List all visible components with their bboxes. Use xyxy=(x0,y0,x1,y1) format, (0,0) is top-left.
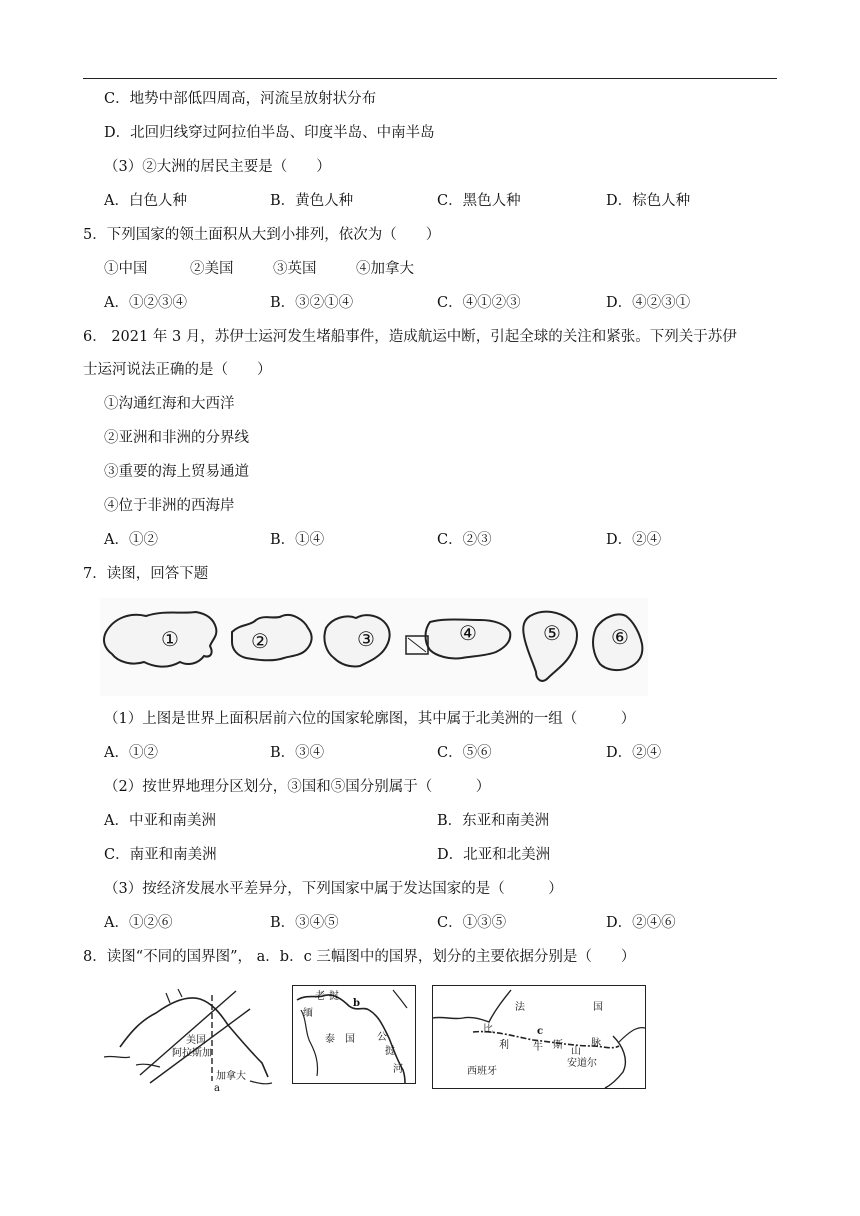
q4-sub3-option-d[interactable]: D．棕色人种 xyxy=(606,193,691,209)
map-c-coast-ne xyxy=(619,1028,645,1042)
label-circled-6: ⑥ xyxy=(611,625,629,649)
map-c-label-li: 利 xyxy=(499,1040,509,1051)
map-c-coast-north xyxy=(433,990,511,1022)
q5-item-4: ④加拿大 xyxy=(356,261,414,277)
map-b-label-ting: 挝 xyxy=(385,1046,395,1057)
map-b-label-myanmar: 缅 xyxy=(303,1008,313,1019)
q8-map-c xyxy=(433,986,645,1088)
map-b-label-lao: 老 xyxy=(315,991,325,1002)
q7-sub1-option-b[interactable]: B．③④ xyxy=(270,745,325,761)
q6-stem-line1: 6． 2021 年 3 月，苏伊士运河发生堵船事件，造成航运中断，引起全球的关注和紧张。下列关于苏伊 xyxy=(83,329,737,345)
q8-map-b xyxy=(293,986,415,1083)
map-a-label-alaska: 阿拉斯加 xyxy=(172,1048,212,1059)
q7-sub2-option-a[interactable]: A．中亚和南美洲 xyxy=(104,813,216,829)
label-circled-1: ① xyxy=(161,627,179,651)
q6-stem-line2: 士运河说法正确的是（ ） xyxy=(83,362,272,378)
q5-item-2: ②美国 xyxy=(190,261,234,277)
q6-option-d[interactable]: D．②④ xyxy=(606,532,662,548)
label-circled-2: ② xyxy=(251,629,269,653)
map-a-label-usa: 美国 xyxy=(186,1035,206,1046)
map-a-islands xyxy=(104,1056,272,1083)
q7-sub2-option-c[interactable]: C．南亚和南美洲 xyxy=(104,847,217,863)
q7-country-outlines-figure xyxy=(100,598,648,696)
q6-option-b[interactable]: B．①④ xyxy=(270,532,325,548)
map-b-label-thailand: 泰 国 xyxy=(325,1034,355,1045)
map-a-line-1 xyxy=(140,991,236,1075)
q4-sub3-stem: （3）②大洲的居民主要是（ ） xyxy=(104,159,331,175)
label-circled-4: ④ xyxy=(459,621,477,645)
q7-sub3-option-c[interactable]: C．①③⑤ xyxy=(437,915,507,931)
q8-map-a xyxy=(100,985,280,1095)
q7-sub1-option-a[interactable]: A．①② xyxy=(104,745,158,761)
q7-sub1-stem: （1）上图是世界上面积居前六位的国家轮廓图，其中属于北美洲的一组（ ） xyxy=(104,711,636,727)
map-c-label-spain: 西班牙 xyxy=(467,1066,497,1077)
q5-option-d[interactable]: D．④②③① xyxy=(606,295,691,311)
q7-sub1-option-c[interactable]: C．⑤⑥ xyxy=(437,745,492,761)
map-c-label-guo: 国 xyxy=(593,1002,603,1013)
q5-stem: 5．下列国家的领土面积从大到小排列，依次为（ ） xyxy=(83,227,441,243)
q5-item-1: ①中国 xyxy=(104,261,148,277)
q6-item-3: ③重要的海上贸易通道 xyxy=(104,464,249,480)
q8-stem: 8．读图“不同的国界图”， a．b．c 三幅图中的国界，划分的主要依据分别是（ ） xyxy=(83,949,636,965)
q4-sub3-option-c[interactable]: C．黑色人种 xyxy=(437,193,521,209)
q6-item-2: ②亚洲和非洲的分界线 xyxy=(104,430,249,446)
map-b-west-border xyxy=(301,1010,318,1076)
q7-sub2-option-d[interactable]: D．北亚和北美洲 xyxy=(437,847,551,863)
map-b-label-gong: 公 xyxy=(377,1032,387,1043)
map-c-label-mai: 脉 xyxy=(591,1038,601,1049)
map-a-letter: a xyxy=(214,1083,220,1094)
q6-item-4: ④位于非洲的西海岸 xyxy=(104,498,235,514)
map-c-coast-east xyxy=(605,1036,625,1088)
q5-item-3: ③英国 xyxy=(273,261,317,277)
map-c-label-shan: 山 xyxy=(571,1046,581,1057)
q5-option-c[interactable]: C．④①②③ xyxy=(437,295,521,311)
map-a-label-canada: 加拿大 xyxy=(216,1071,246,1082)
q4-sub3-option-a[interactable]: A．白色人种 xyxy=(104,193,187,209)
map-b-label-wo: 挝 xyxy=(329,991,339,1002)
map-c-label-andorra: 安道尔 xyxy=(567,1058,597,1069)
q7-sub1-option-d[interactable]: D．②④ xyxy=(606,745,662,761)
header-rule xyxy=(83,78,777,79)
map-b-label-he: 河 xyxy=(393,1064,403,1075)
q6-item-1: ①沟通红海和大西洋 xyxy=(104,396,235,412)
q8-map-c-frame xyxy=(432,985,646,1089)
q7-sub3-stem: （3）按经济发展水平差异分，下列国家中属于发达国家的是（ ） xyxy=(104,881,563,897)
map-c-label-si: 斯 xyxy=(553,1040,563,1051)
q8-map-b-frame xyxy=(292,985,416,1084)
q5-option-a[interactable]: A．①②③④ xyxy=(104,295,187,311)
map-c-label-fa: 法 xyxy=(515,1002,525,1013)
map-b-letter: b xyxy=(353,998,360,1009)
q4-sub3-option-b[interactable]: B．黄色人种 xyxy=(270,193,354,209)
label-circled-5: ⑤ xyxy=(543,621,561,645)
q7-sub3-option-a[interactable]: A．①②⑥ xyxy=(104,915,173,931)
q7-sub3-option-d[interactable]: D．②④⑥ xyxy=(606,915,676,931)
q7-sub2-option-b[interactable]: B．东亚和南美洲 xyxy=(437,813,550,829)
q7-sub2-stem: （2）按世界地理分区划分，③国和⑤国分别属于（ ） xyxy=(104,779,491,795)
q4-option-c[interactable]: C．地势中部低四周高，河流呈放射状分布 xyxy=(104,91,377,107)
q7-sub3-option-b[interactable]: B．③④⑤ xyxy=(270,915,339,931)
map-c-label-niu: 牛 xyxy=(533,1042,543,1053)
q7-stem: 7．读图，回答下题 xyxy=(83,566,209,582)
q4-option-d[interactable]: D．北回归线穿过阿拉伯半岛、印度半岛、中南半岛 xyxy=(104,125,435,141)
map-c-label-bi: 比 xyxy=(483,1024,493,1035)
label-circled-3: ③ xyxy=(357,627,375,651)
map-c-letter: c xyxy=(537,1026,544,1037)
map-b-ne-line xyxy=(393,990,407,1008)
q6-option-c[interactable]: C．②③ xyxy=(437,532,492,548)
q5-option-b[interactable]: B．③②①④ xyxy=(270,295,354,311)
q6-option-a[interactable]: A．①② xyxy=(104,532,158,548)
